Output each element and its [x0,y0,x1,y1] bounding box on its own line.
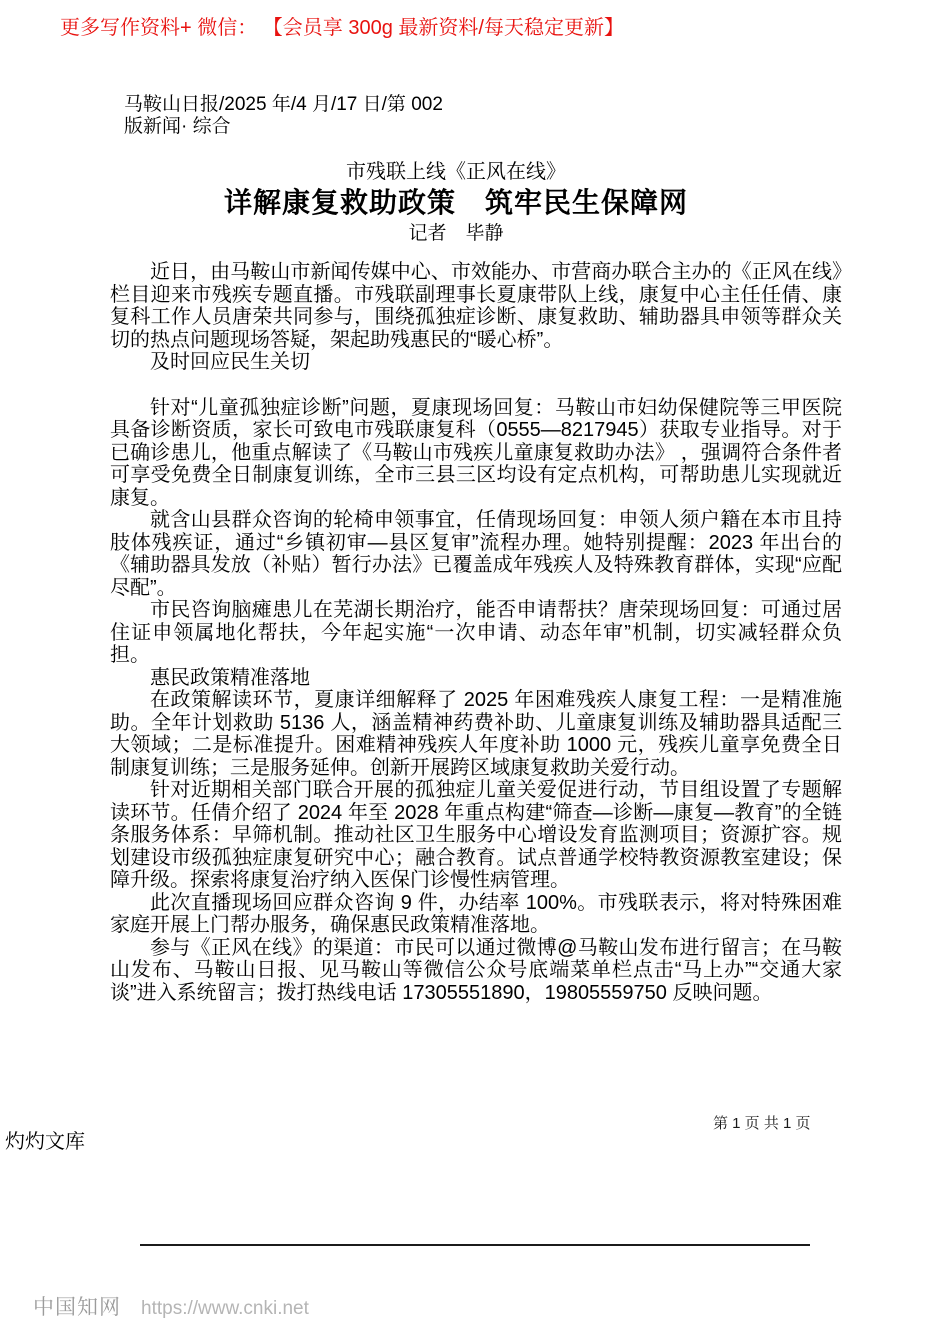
subheading-respond-to-livelihood: 及时回应民生关切 [150,351,310,373]
paragraph-wuhu-assistance: 市民咨询脑瘫患儿在芜湖长期治疗，能否申请帮扶？唐荣现场回复：可通过居住证申领属地化帮扶，今年起实施“一次申请、动态年审”机制，切实减轻群众负担。 [110,599,842,666]
paragraph-lead: 近日，由马鞍山市新闻传媒中心、市效能办、市营商办联合主办的《正风在线》栏目迎来市残疾专题直播。市残联副理事长夏康带队上线，康复中心主任任倩、康复科工作人员唐荣共同参与，围绕孤独症诊断、康复救助、辅助器具申领等群众关切的热点问题现场答疑，架起助残惠民的“暖心桥”。 [110,261,842,351]
paragraph-autism-diagnosis: 针对“儿童孤独症诊断”问题，夏康现场回复：马鞍山市妇幼保健院等三甲医院具备诊断资质，家长可致电市残联康复科（0555—8217945）获取专业指导。对于已确诊患儿，他重点解读了《马鞍山市残疾儿童康复救助办法》 ，强调符合条件者可享受免费全日制康复训练，全市三县三区均设有定点机构，可帮助患儿实现就近康复。 [110,396,842,509]
article-title: 详解康复救助政策 筑牢民生保障网 [223,187,688,218]
paragraph-live-results: 此次直播现场回应群众咨询 9 件，办结率 100%。市残联表示，将对特殊困难家庭开展上门帮办服务，确保惠民政策精准落地。 [110,891,842,936]
cnki-site-url: https://www.cnki.net [141,1298,309,1319]
subheading-policy-implementation: 惠民政策精准落地 [150,666,310,689]
promo-banner: 更多写作资料+ 微信： 【会员享 300g 最新资料/每天稳定更新】 [60,17,624,39]
page-indicator: 第 1 页 共 1 页 [713,1115,811,1132]
paragraph-rehab-project: 在政策解读环节，夏康详细解释了 2025 年困难残疾人康复工程：一是精准施助。全年计划救助 5136 人，涵盖精神药费补助、儿童康复训练及辅助器具适配三大领域；二是标准提升。困难精神残疾人年度补助 1000 元，残疾儿童享免费全日制康复训练；三是服务延伸。创新开展跨区域康复救助关爱行动。 [110,689,842,779]
source-line-1: 马鞍山日报/2025 年/4 月/17 日/第 002 [124,94,443,115]
article-kicker: 市残联上线《正风在线》 [346,161,566,183]
paragraph-autism-care-plan: 针对近期相关部门联合开展的孤独症儿童关爱促进行动，节目组设置了专题解读环节。任倩介绍了 2024 年至 2028 年重点构建“筛查—诊断—康复—教育”的全链条服务体系：早筛机制。推动社区卫生服务中心增设发育监测项目；资源扩容。规划建设市级孤独症康复研究中心；融合教育。试点普通学校特教资源教室建设；保障升级。探索将康复治疗纳入医保门诊慢性病管理。 [110,779,842,891]
article-body [110,261,842,1004]
library-watermark: 灼灼文库 [5,1131,85,1153]
source-info [124,94,443,138]
article-byline: 记者 毕静 [408,223,504,244]
headline-block [60,160,852,246]
paragraph-participation-channels: 参与《正风在线》的渠道：市民可以通过微博@马鞍山发布进行留言；在马鞍山发布、马鞍山日报、见马鞍山等微信公众号底端菜单栏点击“马上办”“交通大家谈”进入系统留言；拨打热线电话 17305551890，19805559750 反映问题。 [110,936,842,1004]
footer-divider-rule [140,1244,810,1246]
cnki-site-name: 中国知网 [33,1296,121,1319]
cnki-watermark [33,1291,309,1321]
source-line-2: 版新闻· 综合 [124,116,231,137]
paragraph-wheelchair: 就含山县群众咨询的轮椅申领事宜，任倩现场回复：申领人须户籍在本市且持肢体残疾证，通过“乡镇初审—县区复审”流程办理。她特别提醒：2023 年出台的《辅助器具发放（补贴）暂行办法》已覆盖成年残疾人及特殊教育群体，实现“应配尽配”。 [110,509,842,599]
